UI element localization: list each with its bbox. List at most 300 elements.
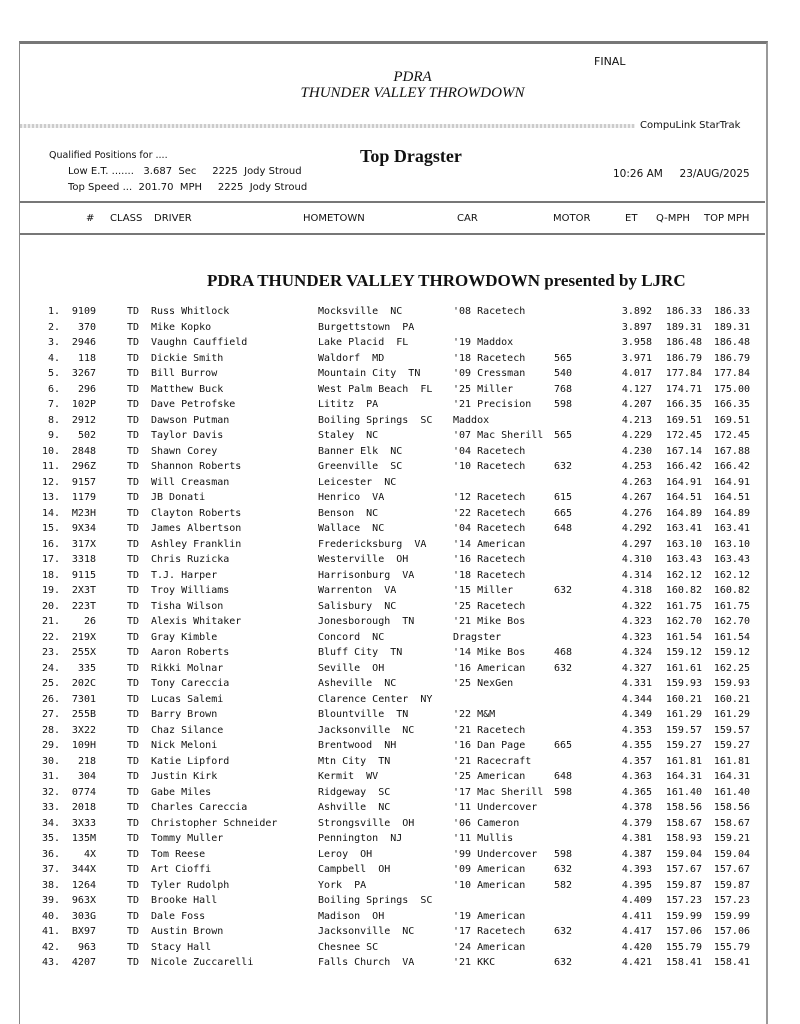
cell-qmph: 163.43 bbox=[665, 554, 702, 565]
cell-qmph: 172.45 bbox=[665, 430, 702, 441]
cell-num: 4X bbox=[83, 848, 96, 860]
cell-pos: 4. bbox=[47, 352, 60, 364]
cell-topmph: 172.45 bbox=[713, 430, 750, 441]
cell-class: TD bbox=[127, 802, 140, 813]
cell-pos: 38. bbox=[41, 879, 60, 891]
cell-hometown: Boiling Springs SC bbox=[318, 414, 433, 426]
cell-car: '99 Undercover bbox=[453, 848, 538, 860]
cell-driver: Charles Careccia bbox=[151, 802, 248, 813]
cell-topmph: 157.06 bbox=[713, 926, 750, 937]
cell-hometown: Mocksville NC bbox=[318, 306, 403, 317]
cell-et: 4.229 bbox=[621, 430, 652, 441]
cell-driver: Brooke Hall bbox=[151, 895, 218, 906]
cell-topmph: 177.84 bbox=[713, 368, 750, 379]
cell-num: 3X33 bbox=[71, 817, 96, 829]
cell-pos: 37. bbox=[41, 864, 60, 875]
cell-class: TD bbox=[127, 864, 140, 875]
cell-qmph: 166.42 bbox=[665, 461, 702, 472]
cell-car: '08 Racetech bbox=[453, 306, 526, 317]
cell-num: 303G bbox=[71, 910, 96, 922]
table-row bbox=[0, 864, 800, 880]
cell-motor: 565 bbox=[554, 352, 573, 364]
cell-pos: 2. bbox=[47, 321, 60, 333]
cell-pos: 17. bbox=[41, 554, 60, 565]
cell-et: 4.378 bbox=[621, 802, 652, 813]
table-row bbox=[0, 678, 800, 694]
cell-topmph: 186.48 bbox=[713, 337, 750, 348]
table-row bbox=[0, 740, 800, 756]
cell-car: '04 Racetech bbox=[453, 523, 526, 534]
cell-pos: 33. bbox=[41, 802, 60, 813]
cell-class: TD bbox=[127, 771, 140, 782]
cell-driver: Barry Brown bbox=[151, 709, 218, 720]
cell-motor: 632 bbox=[554, 864, 573, 875]
cell-num: 370 bbox=[77, 321, 96, 333]
cell-pos: 34. bbox=[41, 817, 60, 829]
cell-hometown: Campbell OH bbox=[318, 864, 391, 875]
table-row bbox=[0, 911, 800, 927]
cell-class: TD bbox=[127, 337, 140, 348]
cell-topmph: 162.25 bbox=[713, 662, 750, 674]
cell-topmph: 162.70 bbox=[713, 616, 750, 627]
cell-num: 2848 bbox=[71, 445, 96, 457]
cell-class: TD bbox=[127, 833, 140, 844]
cell-et: 4.420 bbox=[621, 941, 652, 953]
cell-motor: 598 bbox=[554, 399, 573, 410]
cell-car: '12 Racetech bbox=[453, 492, 526, 503]
cell-hometown: Seville OH bbox=[318, 662, 385, 674]
cell-driver: Art Cioffi bbox=[151, 864, 212, 875]
cell-class: TD bbox=[127, 755, 140, 767]
cell-driver: Clayton Roberts bbox=[151, 507, 242, 519]
table-row bbox=[0, 539, 800, 555]
cell-class: TD bbox=[127, 957, 140, 968]
table-row bbox=[0, 895, 800, 911]
cell-class: TD bbox=[127, 492, 140, 503]
cell-hometown: Concord NC bbox=[318, 631, 385, 643]
cell-class: TD bbox=[127, 693, 140, 705]
cell-driver: Lucas Salemi bbox=[151, 693, 224, 705]
cell-car: '15 Miller bbox=[453, 585, 514, 596]
cell-hometown: Ridgeway SC bbox=[318, 786, 391, 798]
cell-driver: JB Donati bbox=[151, 492, 206, 503]
cell-qmph: 158.56 bbox=[665, 802, 702, 813]
cell-num: 3X22 bbox=[71, 724, 96, 736]
cell-num: 109H bbox=[71, 740, 96, 751]
cell-qmph: 161.29 bbox=[665, 709, 702, 720]
cell-pos: 27. bbox=[41, 709, 60, 720]
cell-motor: 632 bbox=[554, 926, 573, 937]
cell-qmph: 161.40 bbox=[665, 786, 702, 798]
software-label: CompuLink StarTrak bbox=[640, 120, 741, 131]
cell-hometown: Fredericksburg VA bbox=[318, 538, 427, 550]
cell-car: '14 Mike Bos bbox=[453, 647, 526, 658]
event-title bbox=[0, 69, 800, 101]
cell-pos: 20. bbox=[41, 600, 60, 612]
cell-pos: 24. bbox=[41, 662, 60, 674]
cell-pos: 10. bbox=[41, 445, 60, 457]
cell-hometown: Blountville TN bbox=[318, 709, 409, 720]
cell-topmph: 157.23 bbox=[713, 895, 750, 906]
cell-et: 4.365 bbox=[621, 786, 652, 798]
cell-num: 344X bbox=[71, 864, 96, 875]
cell-driver: Dale Foss bbox=[151, 910, 206, 922]
cell-car: '18 Racetech bbox=[453, 569, 526, 581]
cell-num: 1264 bbox=[71, 879, 96, 891]
cell-pos: 21. bbox=[41, 616, 60, 627]
cell-num: 3267 bbox=[71, 368, 96, 379]
cell-topmph: 159.57 bbox=[713, 724, 750, 736]
cell-hometown: Banner Elk NC bbox=[318, 445, 403, 457]
cell-topmph: 159.27 bbox=[713, 740, 750, 751]
cell-motor: 648 bbox=[554, 523, 573, 534]
cell-class: TD bbox=[127, 368, 140, 379]
cell-class: TD bbox=[127, 538, 140, 550]
cell-driver: Taylor Davis bbox=[151, 430, 224, 441]
cell-qmph: 159.57 bbox=[665, 724, 702, 736]
cell-driver: Gabe Miles bbox=[151, 786, 212, 798]
cell-et: 4.267 bbox=[621, 492, 652, 503]
table-row bbox=[0, 322, 800, 338]
cell-car: Dragster bbox=[453, 631, 502, 643]
cell-et: 4.421 bbox=[621, 957, 652, 968]
cell-qmph: 162.70 bbox=[665, 616, 702, 627]
cell-qmph: 160.82 bbox=[665, 585, 702, 596]
cell-car: '07 Mac Sherill bbox=[453, 430, 544, 441]
cell-num: BX97 bbox=[71, 926, 96, 937]
table-row bbox=[0, 585, 800, 601]
table-row bbox=[0, 957, 800, 973]
table-row bbox=[0, 461, 800, 477]
cell-topmph: 159.99 bbox=[713, 910, 750, 922]
cell-driver: Bill Burrow bbox=[151, 368, 218, 379]
cell-driver: Ashley Franklin bbox=[151, 538, 242, 550]
cell-qmph: 161.75 bbox=[665, 600, 702, 612]
cell-class: TD bbox=[127, 647, 140, 658]
cell-pos: 41. bbox=[41, 926, 60, 937]
col-motor: MOTOR bbox=[553, 213, 591, 224]
cell-topmph: 186.33 bbox=[713, 306, 750, 317]
divider bbox=[20, 201, 765, 203]
cell-driver: Troy Williams bbox=[151, 585, 230, 596]
cell-et: 4.323 bbox=[621, 616, 652, 627]
table-row bbox=[0, 833, 800, 849]
cell-motor: 632 bbox=[554, 585, 573, 596]
table-row bbox=[0, 601, 800, 617]
cell-hometown: Brentwood NH bbox=[318, 740, 397, 751]
cell-et: 4.297 bbox=[621, 538, 652, 550]
cell-hometown: Warrenton VA bbox=[318, 585, 397, 596]
cell-pos: 7. bbox=[47, 399, 60, 410]
table-row bbox=[0, 756, 800, 772]
cell-hometown: Staley NC bbox=[318, 430, 379, 441]
cell-et: 4.387 bbox=[621, 848, 652, 860]
cell-topmph: 159.87 bbox=[713, 879, 750, 891]
cell-class: TD bbox=[127, 910, 140, 922]
cell-qmph: 167.14 bbox=[665, 445, 702, 457]
cell-num: 335 bbox=[77, 662, 96, 674]
cell-topmph: 155.79 bbox=[713, 941, 750, 953]
cell-driver: Alexis Whitaker bbox=[151, 616, 242, 627]
cell-num: 502 bbox=[77, 430, 96, 441]
cell-hometown: Falls Church VA bbox=[318, 957, 415, 968]
table-row bbox=[0, 709, 800, 725]
cell-et: 4.344 bbox=[621, 693, 652, 705]
cell-num: 317X bbox=[71, 538, 96, 550]
cell-num: 296Z bbox=[71, 461, 96, 472]
cell-pos: 11. bbox=[41, 461, 60, 472]
cell-et: 4.314 bbox=[621, 569, 652, 581]
cell-pos: 30. bbox=[41, 755, 60, 767]
cell-topmph: 166.35 bbox=[713, 399, 750, 410]
cell-qmph: 155.79 bbox=[665, 941, 702, 953]
cell-driver: Dawson Putman bbox=[151, 414, 230, 426]
cell-motor: 582 bbox=[554, 879, 573, 891]
cell-num: 9115 bbox=[71, 569, 96, 581]
cell-hometown: Henrico VA bbox=[318, 492, 385, 503]
cell-pos: 1. bbox=[47, 306, 60, 317]
cell-et: 4.310 bbox=[621, 554, 652, 565]
cell-pos: 16. bbox=[41, 538, 60, 550]
low-et-record: Low E.T. ....... 3.687 Sec 2225 Jody Stroud bbox=[68, 166, 302, 177]
cell-car: '22 M&M bbox=[453, 709, 496, 720]
cell-car: '09 Cressman bbox=[453, 368, 526, 379]
cell-qmph: 159.27 bbox=[665, 740, 702, 751]
cell-driver: Aaron Roberts bbox=[151, 647, 230, 658]
cell-motor: 468 bbox=[554, 647, 573, 658]
cell-qmph: 186.33 bbox=[665, 306, 702, 317]
cell-pos: 12. bbox=[41, 476, 60, 488]
cell-class: TD bbox=[127, 507, 140, 519]
table-row bbox=[0, 849, 800, 865]
cell-motor: 665 bbox=[554, 507, 573, 519]
cell-qmph: 159.12 bbox=[665, 647, 702, 658]
cell-pos: 26. bbox=[41, 693, 60, 705]
cell-et: 4.276 bbox=[621, 507, 652, 519]
cell-et: 4.207 bbox=[621, 399, 652, 410]
cell-pos: 22. bbox=[41, 631, 60, 643]
cell-et: 4.349 bbox=[621, 709, 652, 720]
cell-car: '21 Precision bbox=[453, 399, 532, 410]
cell-qmph: 169.51 bbox=[665, 414, 702, 426]
cell-pos: 36. bbox=[41, 848, 60, 860]
cell-qmph: 186.79 bbox=[665, 352, 702, 364]
table-row bbox=[0, 880, 800, 896]
table-row bbox=[0, 632, 800, 648]
cell-topmph: 159.12 bbox=[713, 647, 750, 658]
cell-driver: Gray Kimble bbox=[151, 631, 218, 643]
cell-class: TD bbox=[127, 399, 140, 410]
cell-qmph: 157.23 bbox=[665, 895, 702, 906]
cell-driver: Mike Kopko bbox=[151, 321, 212, 333]
cell-num: 0774 bbox=[71, 786, 96, 798]
cell-car: '17 Racetech bbox=[453, 926, 526, 937]
table-row bbox=[0, 725, 800, 741]
cell-hometown: Lititz PA bbox=[318, 399, 379, 410]
col-driver: DRIVER bbox=[154, 213, 192, 224]
cell-hometown: Bluff City TN bbox=[318, 647, 403, 658]
table-row bbox=[0, 787, 800, 803]
cell-class: TD bbox=[127, 662, 140, 674]
cell-class: TD bbox=[127, 879, 140, 891]
cell-hometown: Strongsville OH bbox=[318, 817, 415, 829]
table-row bbox=[0, 926, 800, 942]
cell-driver: Nicole Zuccarelli bbox=[151, 957, 254, 968]
cell-topmph: 164.89 bbox=[713, 507, 750, 519]
cell-num: 296 bbox=[77, 383, 96, 395]
cell-num: 223T bbox=[71, 600, 96, 612]
cell-topmph: 169.51 bbox=[713, 414, 750, 426]
cell-et: 3.897 bbox=[621, 321, 652, 333]
cell-et: 4.393 bbox=[621, 864, 652, 875]
cell-driver: Shannon Roberts bbox=[151, 461, 242, 472]
cell-et: 4.127 bbox=[621, 383, 652, 395]
cell-qmph: 174.71 bbox=[665, 383, 702, 395]
cell-driver: Tisha Wilson bbox=[151, 600, 224, 612]
cell-car: '09 American bbox=[453, 864, 526, 875]
table-row bbox=[0, 446, 800, 462]
cell-class: TD bbox=[127, 709, 140, 720]
cell-num: 9157 bbox=[71, 476, 96, 488]
cell-qmph: 159.93 bbox=[665, 678, 702, 689]
cell-pos: 15. bbox=[41, 523, 60, 534]
cell-num: 963 bbox=[77, 941, 96, 953]
cell-driver: Will Creasman bbox=[151, 476, 230, 488]
cell-driver: T.J. Harper bbox=[151, 569, 218, 581]
cell-pos: 28. bbox=[41, 724, 60, 736]
col-topmph: TOP MPH bbox=[704, 213, 750, 224]
cell-car: '21 Mike Bos bbox=[453, 616, 526, 627]
cell-topmph: 163.41 bbox=[713, 523, 750, 534]
cell-motor: 632 bbox=[554, 957, 573, 968]
cell-class: TD bbox=[127, 678, 140, 689]
col-hometown: HOMETOWN bbox=[303, 213, 365, 224]
table-row bbox=[0, 663, 800, 679]
cell-driver: Matthew Buck bbox=[151, 383, 224, 395]
cell-motor: 632 bbox=[554, 461, 573, 472]
cell-pos: 40. bbox=[41, 910, 60, 922]
cell-et: 4.357 bbox=[621, 755, 652, 767]
cell-topmph: 189.31 bbox=[713, 321, 750, 333]
table-row bbox=[0, 306, 800, 322]
cell-hometown: Mountain City TN bbox=[318, 368, 421, 379]
cell-hometown: Jacksonville NC bbox=[318, 724, 415, 736]
cell-qmph: 177.84 bbox=[665, 368, 702, 379]
cell-driver: Shawn Corey bbox=[151, 445, 218, 457]
cell-num: 2946 bbox=[71, 337, 96, 348]
cell-motor: 598 bbox=[554, 786, 573, 798]
cell-qmph: 158.67 bbox=[665, 817, 702, 829]
cell-hometown: Ashville NC bbox=[318, 802, 391, 813]
results-table bbox=[0, 306, 800, 973]
cell-topmph: 158.41 bbox=[713, 957, 750, 968]
cell-motor: 615 bbox=[554, 492, 573, 503]
cell-hometown: Madison OH bbox=[318, 910, 385, 922]
cell-num: 9109 bbox=[71, 306, 96, 317]
cell-pos: 9. bbox=[47, 430, 60, 441]
table-row bbox=[0, 694, 800, 710]
cell-topmph: 161.75 bbox=[713, 600, 750, 612]
table-row bbox=[0, 430, 800, 446]
cell-num: 1179 bbox=[71, 492, 96, 503]
table-row bbox=[0, 616, 800, 632]
cell-hometown: Leicester NC bbox=[318, 476, 397, 488]
cell-driver: Tyler Rudolph bbox=[151, 879, 230, 891]
cell-pos: 43. bbox=[41, 957, 60, 968]
top-speed-record: Top Speed ... 201.70 MPH 2225 Jody Stroud bbox=[68, 182, 308, 193]
cell-hometown: Pennington NJ bbox=[318, 833, 403, 844]
cell-hometown: Leroy OH bbox=[318, 848, 373, 860]
cell-topmph: 159.93 bbox=[713, 678, 750, 689]
cell-topmph: 163.43 bbox=[713, 554, 750, 565]
cell-class: TD bbox=[127, 321, 140, 333]
cell-et: 4.363 bbox=[621, 771, 652, 782]
cell-qmph: 186.48 bbox=[665, 337, 702, 348]
table-row bbox=[0, 508, 800, 524]
table-row bbox=[0, 337, 800, 353]
cell-hometown: Greenville SC bbox=[318, 461, 403, 472]
cell-class: TD bbox=[127, 740, 140, 751]
cell-pos: 35. bbox=[41, 833, 60, 844]
cell-hometown: Harrisonburg VA bbox=[318, 569, 415, 581]
cell-hometown: Asheville NC bbox=[318, 678, 397, 689]
cell-topmph: 160.21 bbox=[713, 693, 750, 705]
event-name: THUNDER VALLEY THROWDOWN bbox=[300, 85, 525, 101]
cell-qmph: 189.31 bbox=[665, 321, 702, 333]
cell-motor: 665 bbox=[554, 740, 573, 751]
cell-et: 4.318 bbox=[621, 585, 652, 596]
cell-num: 4207 bbox=[71, 957, 96, 968]
cell-pos: 32. bbox=[41, 786, 60, 798]
cell-class: TD bbox=[127, 941, 140, 953]
cell-driver: Russ Whitlock bbox=[151, 306, 230, 317]
cell-class: TD bbox=[127, 414, 140, 426]
cell-qmph: 164.51 bbox=[665, 492, 702, 503]
cell-class: TD bbox=[127, 895, 140, 906]
cell-car: '17 Mac Sherill bbox=[453, 786, 544, 798]
cell-car: '16 Racetech bbox=[453, 554, 526, 565]
table-row bbox=[0, 477, 800, 493]
table-row bbox=[0, 942, 800, 958]
cell-hometown: Kermit WV bbox=[318, 771, 379, 782]
cell-hometown: Lake Placid FL bbox=[318, 337, 409, 348]
table-row bbox=[0, 570, 800, 586]
cell-pos: 42. bbox=[41, 941, 60, 953]
cell-pos: 13. bbox=[41, 492, 60, 503]
cell-car: '16 American bbox=[453, 662, 526, 674]
cell-pos: 3. bbox=[47, 337, 60, 348]
cell-num: 202C bbox=[71, 678, 96, 689]
cell-class: TD bbox=[127, 616, 140, 627]
cell-motor: 648 bbox=[554, 771, 573, 782]
cell-et: 4.323 bbox=[621, 631, 652, 643]
cell-car: '25 Miller bbox=[453, 383, 514, 395]
cell-driver: Vaughn Cauffield bbox=[151, 337, 248, 348]
cell-topmph: 186.79 bbox=[713, 352, 750, 364]
cell-qmph: 164.89 bbox=[665, 507, 702, 519]
cell-pos: 5. bbox=[47, 368, 60, 379]
cell-qmph: 163.41 bbox=[665, 523, 702, 534]
cell-pos: 23. bbox=[41, 647, 60, 658]
cell-qmph: 159.87 bbox=[665, 879, 702, 891]
cell-num: 2912 bbox=[71, 414, 96, 426]
cell-qmph: 163.10 bbox=[665, 538, 702, 550]
cell-class: TD bbox=[127, 724, 140, 736]
cell-car: '19 Maddox bbox=[453, 337, 514, 348]
cell-et: 3.958 bbox=[621, 337, 652, 348]
cell-topmph: 161.54 bbox=[713, 631, 750, 643]
table-row bbox=[0, 771, 800, 787]
